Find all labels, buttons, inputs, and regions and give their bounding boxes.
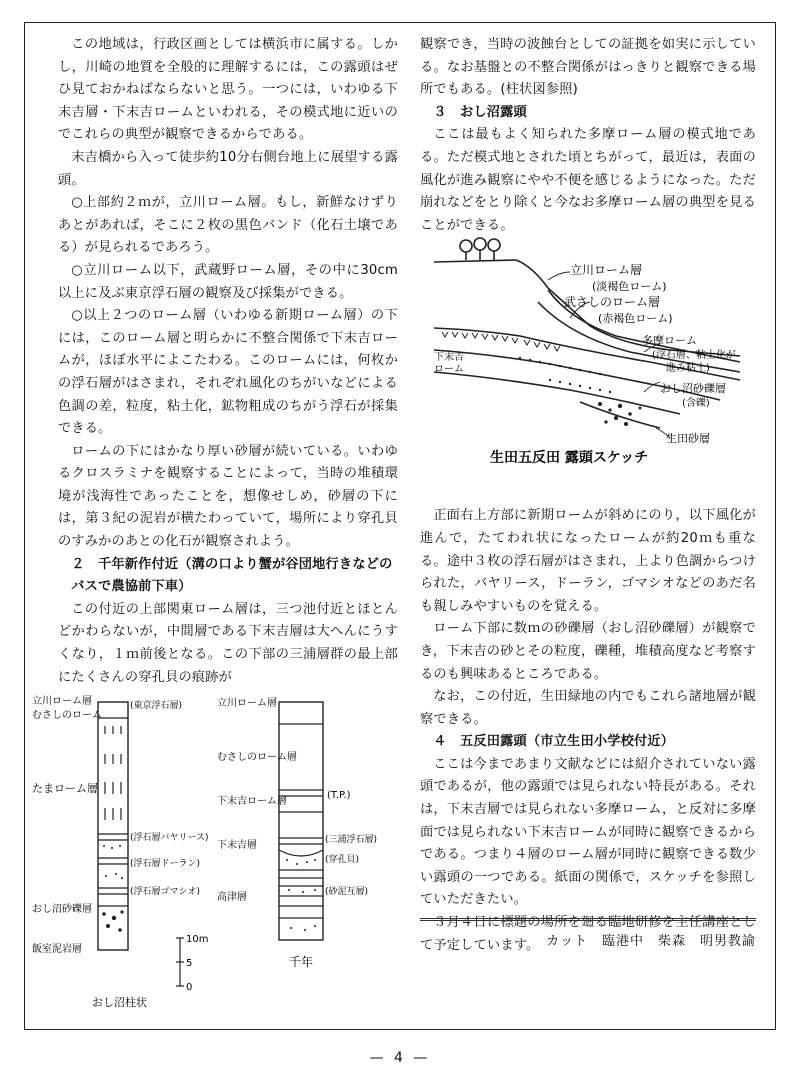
column-label: 高津層 bbox=[217, 892, 247, 903]
section-heading: ３ おし沼露頭 bbox=[433, 104, 527, 120]
paragraph: ○上部約２ｍが，立川ローム層。もし，新鮮なけずりあとがあれば，そこに２枚の黒色バンド（化石土壌である）が見られるであろう。 bbox=[58, 195, 398, 256]
column-label: 立川ローム層 bbox=[217, 698, 277, 709]
column-label: (三浦浮石層) bbox=[325, 835, 378, 845]
illustration-credit: カット 臨港中 柴森 明男教諭 bbox=[546, 934, 756, 949]
sketch-title: 生田五反田 露頭スケッチ bbox=[490, 450, 649, 466]
paragraph: ここは最もよく知られた多摩ローム層の模式地である。ただ模式地とされた頃とちがって，最近は，表面の風化が進み観察にやや不便を感じるようになった。ただ崩れなどをとり除くと今なお多摩ローム層の典型を見ることができる。 bbox=[420, 127, 756, 233]
page-number: — 4 — bbox=[369, 1050, 431, 1066]
sketch-label: 立川ローム層 bbox=[570, 263, 643, 277]
column-label: (砂泥互層) bbox=[325, 887, 369, 897]
column-label: 5 bbox=[186, 958, 193, 969]
sketch-label: (浮石層、粘土化が bbox=[652, 350, 736, 361]
column-label: 飯室泥岩層 bbox=[32, 944, 82, 955]
column-label: (穿孔貝) bbox=[325, 855, 360, 865]
columnar-section-chitose bbox=[215, 690, 405, 1020]
sketch-label: (含礫) bbox=[682, 398, 710, 409]
column-label: むさしのローム bbox=[32, 710, 102, 721]
paragraph: ３月４日に標題の場所を廻る臨地研修を主任講座として予定しています。 bbox=[420, 915, 756, 953]
sketch-label: 多摩ローム bbox=[642, 334, 697, 347]
column-label: (浮石層バヤリース) bbox=[130, 833, 209, 843]
outcrop-sketch bbox=[420, 232, 756, 498]
paragraph: 観察でき，当時の波蝕台としての証拠を如実に示している。なお基盤との不整合関係がはっきりと観察できる場所でもある。(柱状図参照) bbox=[420, 37, 756, 98]
column-label: おし沼砂礫層 bbox=[32, 904, 92, 915]
paragraph: なお，この付近，生田緑地の内でもこれら諸地層が観察できる。 bbox=[420, 689, 756, 727]
sketch-label: 下末吉 bbox=[434, 352, 464, 363]
column-caption: おし沼柱状 bbox=[92, 996, 147, 1009]
paragraph: 末吉橋から入って徒歩約10分右側台地上に展望する露頭。 bbox=[58, 149, 398, 188]
column-label: たまローム層 bbox=[32, 782, 98, 795]
sketch-label: (赤褐色ローム) bbox=[598, 312, 673, 325]
section-heading: ４ 五反田露頭（市立生田小学校付近） bbox=[433, 734, 675, 750]
paragraph: ここは今まであまり文献などには紹介されていない露頭であるが，他の露頭では見られない特長がある。それは，下末吉層では見られない多摩ローム，と反対に多摩面では見られない下末吉ロームが同時に観察できるからである。つまり４層のローム層が同時に観察できる数少い露頭の一つである。紙面の関係で，スケッチを参照していただきたい。 bbox=[420, 756, 756, 908]
left-column bbox=[58, 34, 398, 689]
column-label: (T.P.) bbox=[327, 790, 351, 801]
column-caption: 千年 bbox=[289, 955, 314, 969]
column-label: (東京浮石層) bbox=[130, 701, 183, 711]
column-label: 立川ローム層 bbox=[32, 696, 92, 707]
sketch-label: おし沼砂礫層 bbox=[660, 382, 726, 395]
sketch-label: ローム bbox=[434, 364, 464, 375]
tree-icon bbox=[460, 238, 500, 260]
paragraph: ○以上２つのローム層（いわゆる新期ローム層）の下には，このローム層と明らかに不整合関係で下末吉ロームが，ほぼ水平によこたわる。このロームには，何枚かの浮石層がはさまれ，それぞれ風化のちがいなどによる色調の差，粒度，粘土化，鉱物粗成のちがう浮石が採集できる。 bbox=[58, 308, 398, 437]
column-label: 10m bbox=[186, 934, 209, 945]
column-label: 下末吉層 bbox=[217, 840, 257, 851]
paragraph: ○立川ローム以下，武蔵野ローム層，その中に30cm 以上に及ぶ東京浮石層の観察及び採集ができる。 bbox=[58, 262, 398, 301]
column-label: (浮石層ドーラン) bbox=[130, 859, 201, 869]
column-label: 0 bbox=[186, 982, 193, 993]
column-label: むさしのローム層 bbox=[217, 752, 297, 763]
credit-divider bbox=[420, 918, 756, 921]
paragraph: ロームの下にはかなり厚い砂層が続いている。いわゆるクロスラミナを観察することによって，当時の堆積環境が浅海性であったことを，想像せしめ，砂層の下には，第３紀の泥岩が横たわっていて，場所により穿孔貝のすみかのあとの化石が観察されよう。 bbox=[58, 443, 398, 550]
column-label: 下末吉ローム層 bbox=[217, 796, 287, 807]
sketch-label: 生田砂層 bbox=[666, 432, 710, 445]
sketch-label: 武さしのローム層 bbox=[564, 295, 661, 309]
column-label: (浮石層ゴマシオ) bbox=[130, 887, 201, 897]
section-heading: ２ 千年新作付近（溝の口より蟹が谷団地行きなどのバスで農協前下車） bbox=[71, 556, 393, 595]
sketch-label: (淡褐色ローム) bbox=[592, 280, 667, 293]
columnar-section-oshinuma bbox=[30, 690, 215, 1020]
paragraph: ローム下部に数ｍの砂礫層（おし沼砂礫層）が観察でき，下末吉の砂とその粒度，礫種，堆積高度など考察するのも興味あるところである。 bbox=[420, 621, 756, 682]
paragraph: この地域は，行政区画としては横浜市に属する。しかし，川崎の地質を全般的に理解するには，この露頭はぜひ見ておかねばならないと思う。一つには，いわゆる下末吉層・下末吉ロームといわれる，その模式地に近いのでこれらの典型が観察できるからである。 bbox=[58, 37, 398, 143]
paragraph: 正面右上方部に新期ロームが斜めにのり，以下風化が進んで，たてわれ状になったロームが約20ｍも重なる。途中３枚の浮石層がはさまれ，上より色調からつけられた，バヤリース，ドーラン，ゴマシオなどのあだ名も親しみやすいものを覚える。 bbox=[420, 508, 756, 614]
sketch-label: 進み粘土) bbox=[666, 363, 710, 374]
paragraph: この付近の上部関東ローム層は，三つ池付近とほとんどかわらないが，中間層である下末吉層は大へんにうすくなり，１ｍ前後となる。この下部の三浦層群の最上部にたくさんの穿孔貝の痕跡が bbox=[58, 601, 398, 685]
